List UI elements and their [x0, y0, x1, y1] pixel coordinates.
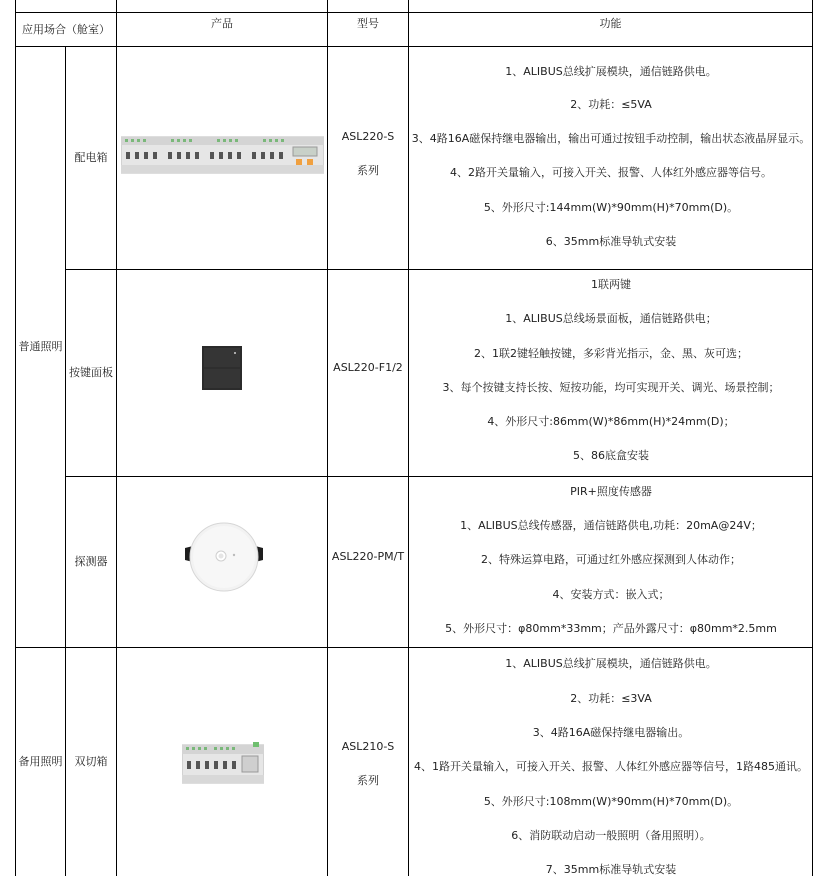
din-rail-relay-module-image [121, 135, 324, 175]
function-line: 4、安装方式：嵌入式； [552, 588, 670, 601]
function-line: 3、每个按键支持长按、短按功能，均可实现开关、调光、场景控制； [442, 381, 780, 394]
row-label-distribution-box: 配电箱 [74, 151, 108, 164]
function-line: 5、外形尺寸：φ80mm*33mm；产品外露尺寸：φ80mm*2.5mm [445, 622, 777, 635]
function-line: 3、4路16A磁保持继电器输出。 [532, 726, 690, 739]
function-line: 2、功耗：≤3VA [570, 692, 652, 705]
function-cell-distribution-box [409, 0, 813, 876]
function-line: 2、功耗：≤5VA [570, 98, 652, 111]
function-line: 5、86底盒安装 [573, 449, 649, 462]
function-line: 1、ALIBUS总线场景面板，通信链路供电； [505, 312, 717, 325]
model-asl220-f1-2: ASL220-F1/2 [333, 361, 403, 374]
row-label-detector: 探测器 [74, 555, 108, 568]
group-label-general-lighting: 普通照明 [18, 340, 63, 353]
din-rail-dual-switch-module-image [182, 742, 264, 786]
model-asl220-s: ASL220-S [341, 130, 395, 143]
function-line: 2、1联2键轻触按键，多彩背光指示，金、黑、灰可选； [474, 347, 748, 360]
function-line: 6、消防联动启动一般照明（备用照明）。 [511, 829, 711, 842]
model-series: 系列 [357, 164, 379, 177]
header-scene: 应用场合（舱室） [22, 22, 110, 36]
function-line: 3、4路16A磁保持继电器输出，输出可通过按钮手动控制，输出状态液晶屏显示。 [411, 132, 811, 145]
function-line: 5、外形尺寸:108mm(W)*90mm(H)*70mm(D)。 [483, 795, 739, 808]
row-label-dual-switch-box: 双切箱 [74, 755, 108, 768]
function-line: 1、ALIBUS总线扩展模块，通信链路供电。 [505, 657, 717, 670]
function-line: 4、外形尺寸:86mm(W)*86mm(H)*24mm(D)； [487, 415, 735, 428]
row-label-key-panel: 按键面板 [69, 366, 113, 379]
function-line: 1、ALIBUS总线传感器，通信链路供电,功耗：20mA@24V； [460, 519, 762, 532]
model-asl220-pm-t: ASL220-PM/T [331, 550, 405, 563]
group-label-backup-lighting: 备用照明 [18, 755, 63, 768]
function-line: 2、特殊运算电路，可通过红外感应探测到人体动作； [481, 553, 741, 566]
function-line: PIR+照度传感器 [570, 485, 652, 498]
function-line: 4、2路开关量输入，可接入开关、报警、人体红外感应器等信号。 [450, 166, 772, 179]
function-line: 1、ALIBUS总线扩展模块，通信链路供电。 [505, 65, 717, 78]
model-asl210-s: ASL210-S [341, 740, 395, 753]
function-line: 7、35mm标准导轨式安装 [545, 863, 677, 876]
header-function: 功能 [599, 17, 622, 30]
function-line: 6、35mm标准导轨式安装 [545, 235, 677, 248]
black-key-panel-image [202, 346, 242, 390]
rule [116, 0, 117, 876]
function-line: 1联两键 [591, 278, 631, 291]
model-series: 系列 [357, 774, 379, 787]
header-product: 产品 [211, 17, 233, 30]
function-line: 5、外形尺寸:144mm(W)*90mm(H)*70mm(D)。 [483, 201, 739, 214]
function-line: 4、1路开关量输入，可接入开关、报警、人体红外感应器等信号，1路485通讯。 [414, 760, 808, 773]
header-model: 型号 [357, 17, 379, 30]
ceiling-pir-sensor-image [183, 522, 265, 592]
